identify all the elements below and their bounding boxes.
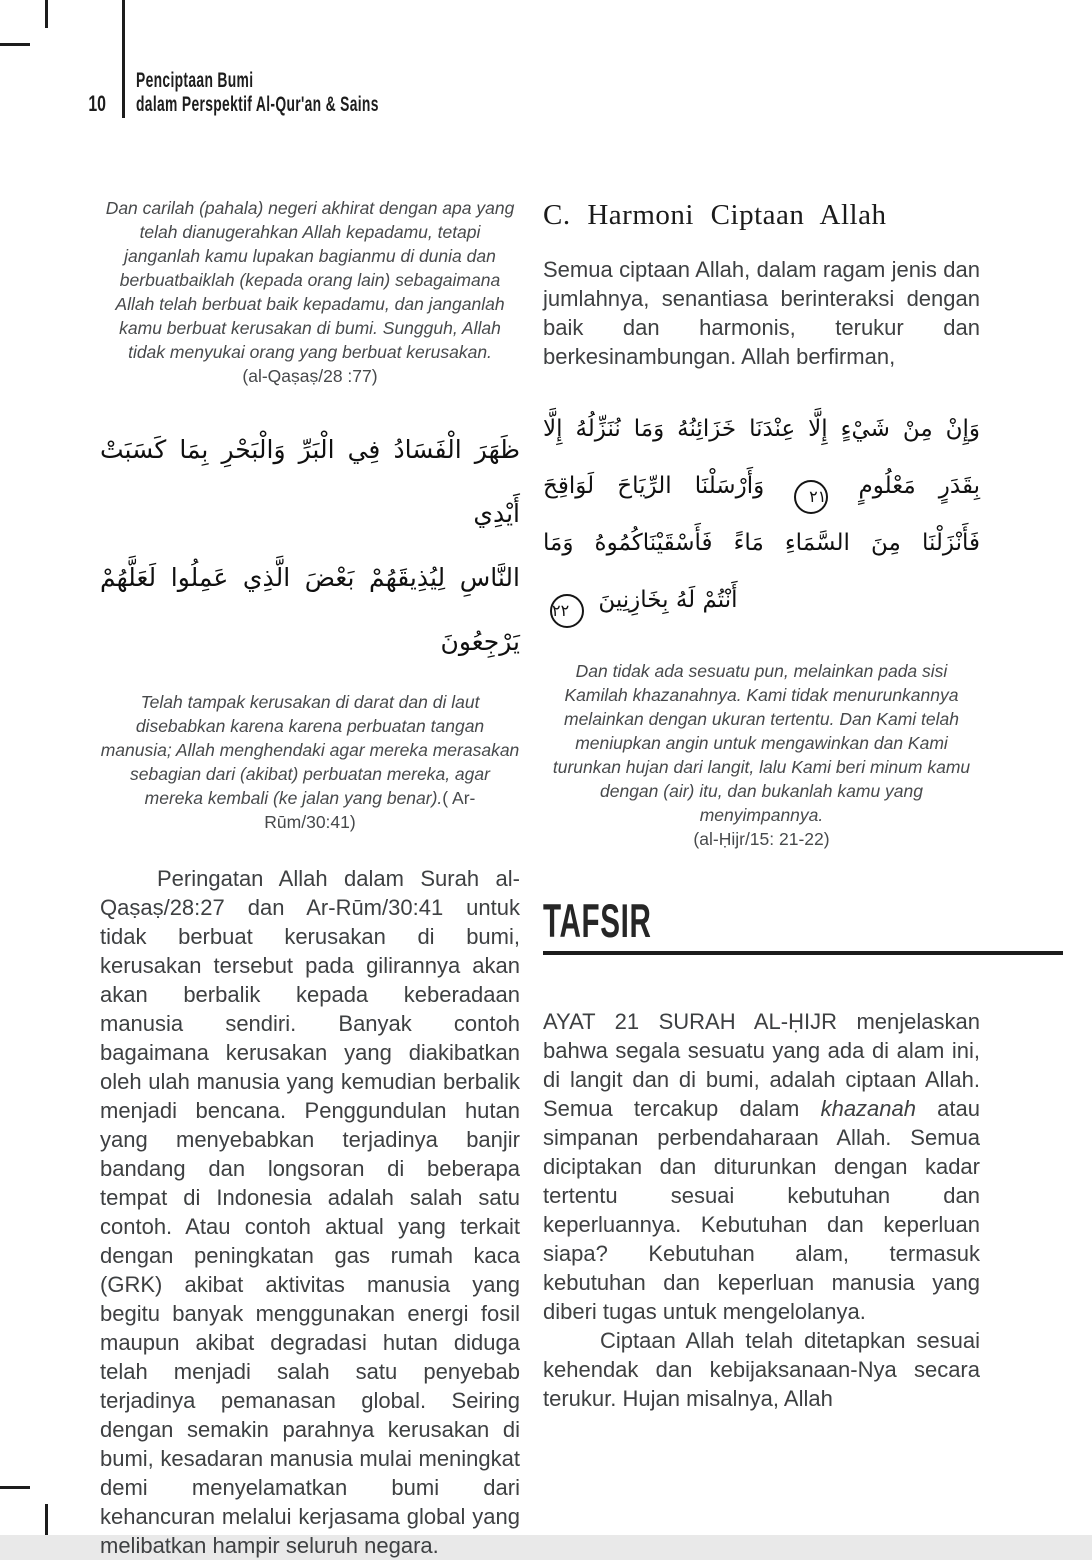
tafsir-italic-term: khazanah [820,1096,916,1121]
quote-al-hijr [543,659,980,851]
arabic-line: وَإِنْ مِنْ شَيْءٍ إِلَّا عِنْدَنَا خَزَائِنُهُ وَمَا نُنَزِّلُهُ إِلَّا [543,416,980,442]
crop-mark-bottom-left-horizontal [0,1486,30,1489]
tafsir-heading: TAFSIR [543,894,652,947]
left-body-paragraph: Peringatan Allah dalam Surah al-Qaṣaṣ/28:27 dan Ar-Rūm/30:41 untuk tidak berbuat kerusakan di bumi, kerusakan tersebut pada gilirannya akan akan berbalik kepada keberadaan manusia sendiri. Banyak contoh bagaimana kerusakan yang diakibatkan oleh ulah manusia yang kemudian berbalik menjadi bencana. Penggundulan hutan yang menyebabkan terjadinya banjir bandang dan longsoran di beberapa tempat di Indonesia adalah salah satu contoh. Atau contoh aktual yang terkait dengan peningkatan gas rumah kaca (GRK) akibat aktivitas manusia yang begitu banyak menggunakan energi fosil maupun akibat degradasi hutan diduga telah menjadi salah satu penyebab terjadinya pemanasan global. Seiring dengan semakin parahnya kerusakan di bumi, kesadaran manusia mulai meningkat demi menyelamatkan bumi dari kehancuran melalui kerjasama global yang melibatkan hampir seluruh negara. [100,866,520,1558]
left-column [100,196,520,1560]
arabic-line-segment: وَأَرْسَلْنَا الرِّيَاحَ لَوَاقِحَ [543,473,765,499]
tafsir-paragraph-1 [543,1007,980,1326]
tafsir-heading-rule [543,951,1063,955]
quote-al-qasas-text: Dan carilah (pahala) negeri akhirat dengan apa yang telah dianugerahkan Allah kepadamu, tetapi janganlah kamu lupakan bagianmu di dunia dan berbuatbaiklah (kepada orang lain) sebagaimana Allah telah berbuat baik kepadamu, dan janganlah kamu berbuat kerusakan di bumi. Sungguh, Allah tidak menyukai orang yang berbuat kerusakan. [105,198,515,362]
citation-al-qasas: (al-Qaṣaṣ/28 :77) [242,366,378,386]
arabic-line [543,572,980,629]
quote-ar-rum-text: Telah tampak kerusakan di darat dan di laut disebabkan karena karena perbuatan tangan manusia; Allah menghendaki agar mereka merasakan sebagian dari (akibat) perbuatan mereka, agar mereka kembali (ke jalan yang benar). [100,692,520,808]
tafsir-paragraph-1-text: AYAT 21 SURAH AL-ḤIJR menjelaskan bahwa segala sesuatu yang ada di alam ini, di langit dan di bumi, adalah ciptaan Allah. Semua tercakup dalam [543,1009,980,1121]
section-heading: C. Harmoni Ciptaan Allah [543,199,887,231]
crop-mark-top-left-horizontal [0,43,30,46]
arabic-line: النَّاسِ لِيُذِيقَهُمْ بَعْضَ الَّذِي عَمِلُوا لَعَلَّهُمْ يَرْجِعُونَ [100,563,520,656]
arabic-line-segment: بِقَدَرٍ مَعْلُومٍ [858,473,981,499]
tafsir-section [543,894,980,955]
page-number: 10 [88,91,106,116]
tafsir-paragraph-1-text: atau simpanan perbendaharaan Allah. Semua diciptakan dan diturunkan dengan kadar tertentu sesuai kebutuhan dan keperluannya. Kebutuhan dan keperluan siapa? Kebutuhan alam, termasuk kebutuhan dan keperluan manusia yang diberi tugas untuk mengelolanya. [543,1096,981,1324]
header-divider-rule [122,0,125,118]
quote-ar-rum [100,690,520,834]
arabic-line-segment: أَنْتُمْ لَهُ بِخَازِنِينَ [598,587,738,613]
crop-mark-bottom-left-vertical [45,1504,48,1535]
right-column [543,196,980,1413]
quote-al-qasas [100,196,520,388]
citation-ar-rum: ( Ar-Rūm/30:41) [264,788,476,832]
crop-mark-top-left-vertical [45,0,48,28]
running-head [136,69,379,117]
arabic-verse-ar-rum [100,418,520,674]
arabic-verse-al-hijr [543,401,980,629]
quote-al-hijr-text: Dan tidak ada sesuatu pun, melainkan pada sisi Kamilah khazanahnya. Kami tidak menurunkannya melainkan dengan ukuran tertentu. Dan Kami telah meniupkan angin untuk mengawinkan dan Kami turunkan hujan dari langit, lalu Kami beri minum kamu dengan (air) itu, dan bukanlah kamu yang menyimpannya. [552,661,971,825]
running-head-line2: dalam Perspektif Al-Qur'an & Sains [136,93,379,116]
citation-al-hijr: (al-Ḥijr/15: 21-22) [693,829,830,849]
arabic-line: ظَهَرَ الْفَسَادُ فِي الْبَرِّ وَالْبَحْرِ بِمَا كَسَبَتْ أَيْدِي [100,435,520,528]
ayah-number-badge: ٢١ [794,480,828,514]
intro-paragraph: Semua ciptaan Allah, dalam ragam jenis dan jumlahnya, senantiasa berinteraksi dengan baik dan harmonis, terukur dan berkesinambungan. Allah berfirman, [543,257,980,369]
tafsir-paragraph-2: Ciptaan Allah telah ditetapkan sesuai kehendak dan kebijaksanaan-Nya secara terukur. Hujan misalnya, Allah [543,1328,980,1411]
ayah-number-badge: ٢٢ [550,594,584,628]
arabic-line [543,458,980,515]
running-head-line1: Penciptaan Bumi [136,69,254,92]
arabic-line: فَأَنْزَلْنَا مِنَ السَّمَاءِ مَاءً فَأَسْقَيْنَاكُمُوهُ وَمَا [543,530,980,556]
